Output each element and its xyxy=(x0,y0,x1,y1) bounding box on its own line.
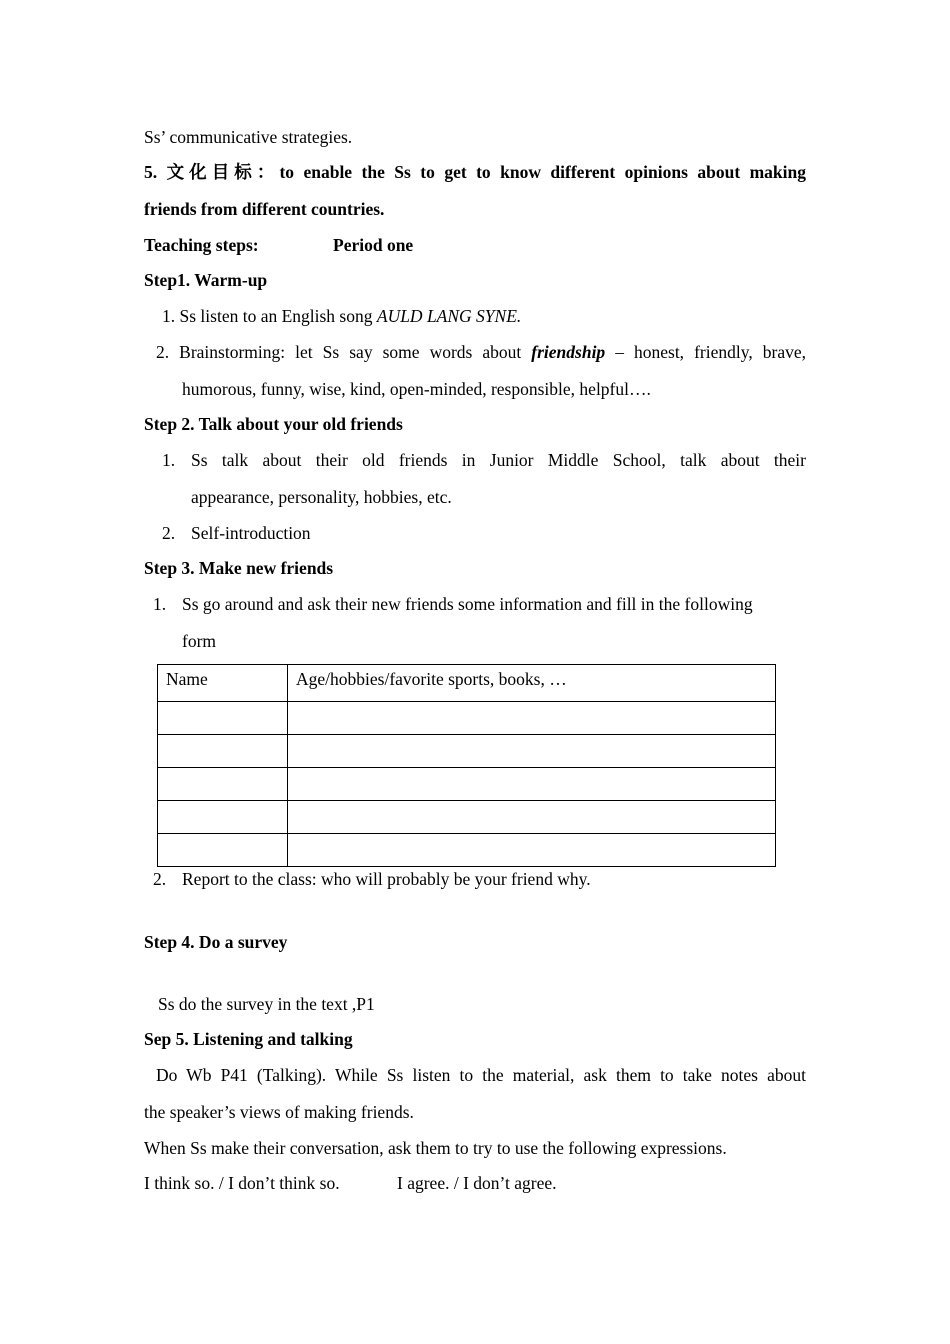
step3-item1-cont: form xyxy=(182,631,217,651)
step5-expression-2: I agree. / I don’t agree. xyxy=(397,1173,557,1193)
table-cell[interactable] xyxy=(288,735,776,768)
step1-heading: Step1. Warm-up xyxy=(144,270,268,290)
header-name: Name xyxy=(158,665,288,702)
info-form-table xyxy=(157,664,776,867)
step5-text-b: the speaker’s views of making friends. xyxy=(144,1102,414,1122)
step2-heading: Step 2. Talk about your old friends xyxy=(144,414,403,434)
table-header-row xyxy=(158,665,776,702)
step5-text-c: When Ss make their conversation, ask them to try to use the following expressions. xyxy=(144,1138,727,1158)
table-cell[interactable] xyxy=(288,702,776,735)
table-row xyxy=(158,768,776,801)
table-cell[interactable] xyxy=(158,735,288,768)
table-cell[interactable] xyxy=(158,768,288,801)
text-line: Ss’ communicative strategies. xyxy=(144,127,353,147)
step3-item1-num: 1. xyxy=(153,594,167,614)
table-cell[interactable] xyxy=(158,801,288,834)
table-cell[interactable] xyxy=(288,768,776,801)
period-label: Period one xyxy=(333,235,414,255)
step2-item2-num: 2. xyxy=(162,523,176,543)
objective-label: 5. 文化目标： xyxy=(144,162,280,182)
keyword-friendship: friendship xyxy=(531,342,606,362)
table-row xyxy=(158,801,776,834)
table-row xyxy=(158,735,776,768)
teaching-steps-label: Teaching steps: xyxy=(144,235,259,255)
step3-item2-num: 2. xyxy=(153,869,167,889)
item-text: 1. Ss listen to an English song xyxy=(162,306,377,326)
step1-item2-cont: humorous, funny, wise, kind, open-minded, responsible, helpful…. xyxy=(182,379,651,399)
step2-item2: Self-introduction xyxy=(191,523,311,543)
step2-item1-cont: appearance, personality, hobbies, etc. xyxy=(191,487,452,507)
step2-item1: Ss talk about their old friends in Junior Middle School, talk about their xyxy=(191,450,806,470)
step1-item2 xyxy=(156,341,806,363)
teaching-steps-heading xyxy=(144,234,414,256)
objective-5-cont: friends from different countries. xyxy=(144,199,385,219)
step3-item2: Report to the class: who will probably be your friend why. xyxy=(182,869,591,889)
table-cell[interactable] xyxy=(288,834,776,867)
step1-item1 xyxy=(162,305,521,327)
table-cell[interactable] xyxy=(288,801,776,834)
step4-heading: Step 4. Do a survey xyxy=(144,932,288,952)
step3-heading: Step 3. Make new friends xyxy=(144,558,334,578)
step3-item1: Ss go around and ask their new friends some information and fill in the following xyxy=(182,594,753,614)
item-text: – honest, friendly, brave, xyxy=(605,342,806,362)
header-details: Age/hobbies/favorite sports, books, … xyxy=(288,665,776,702)
table-row xyxy=(158,702,776,735)
table-row xyxy=(158,834,776,867)
step5-heading: Sep 5. Listening and talking xyxy=(144,1029,353,1049)
step5-expression-1: I think so. / I don’t think so. xyxy=(144,1173,340,1193)
table-cell[interactable] xyxy=(158,834,288,867)
step2-item1-num: 1. xyxy=(162,450,176,470)
objective-5 xyxy=(144,161,806,183)
step5-text-a: Do Wb P41 (Talking). While Ss listen to the material, ask them to take notes about xyxy=(156,1065,806,1085)
objective-text: to enable the Ss to get to know different opinions about making xyxy=(279,162,807,182)
item-text: 2. Brainstorming: let Ss say some words about xyxy=(156,342,532,362)
song-title: AULD LANG SYNE. xyxy=(376,306,522,326)
table-cell[interactable] xyxy=(158,702,288,735)
step4-text: Ss do the survey in the text ,P1 xyxy=(158,994,375,1014)
